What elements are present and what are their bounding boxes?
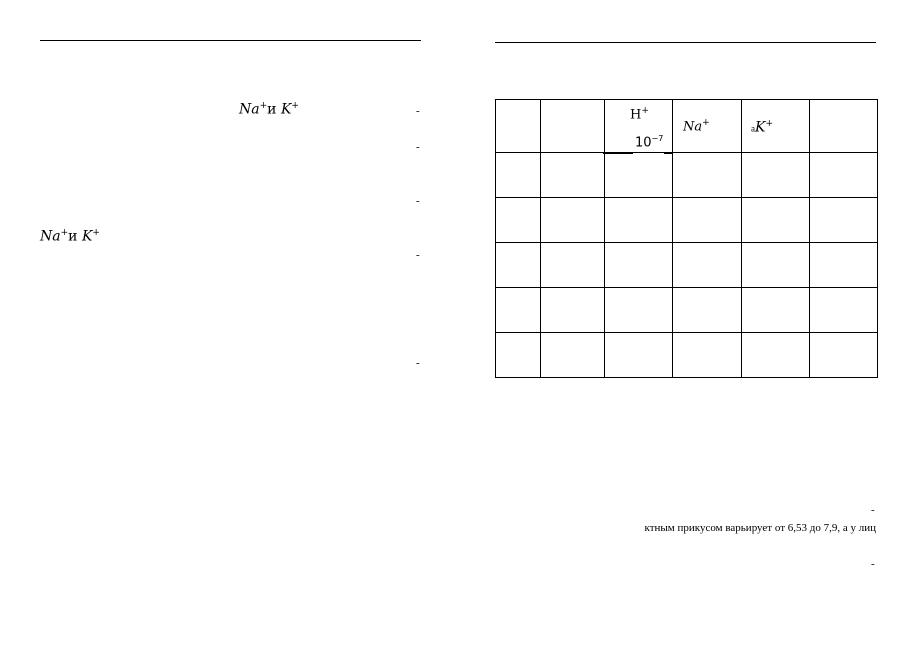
- table-cell: [810, 100, 878, 153]
- ion-data-table: [495, 99, 878, 378]
- formula-na-k-mid: [40, 228, 100, 245]
- table-cell: [605, 333, 673, 378]
- table-cell: [496, 333, 541, 378]
- formula-na-k-top: [239, 101, 299, 118]
- formula-k-sup: +: [92, 228, 100, 238]
- right-header-rule: [495, 42, 876, 43]
- table-cell: [541, 333, 605, 378]
- table-row: [496, 288, 878, 333]
- line-end-dash: -: [416, 141, 420, 153]
- formula-conj: и: [68, 228, 78, 245]
- line-end-dash: -: [416, 357, 420, 369]
- table-cell: [810, 198, 878, 243]
- table-row: [496, 333, 878, 378]
- table-cell: [541, 288, 605, 333]
- header-k-ion: aK+: [751, 119, 774, 136]
- table-row: [496, 243, 878, 288]
- line-end-dash: -: [416, 105, 420, 117]
- table-cell: [810, 243, 878, 288]
- table-cell: [605, 198, 673, 243]
- formula-k-sup: +: [291, 101, 299, 111]
- header-underline-right: [664, 153, 672, 154]
- table-cell: [673, 333, 742, 378]
- table-cell: [742, 153, 810, 198]
- table-cell: [742, 333, 810, 378]
- table-cell: [742, 288, 810, 333]
- header-cell-k: [742, 100, 810, 153]
- table-cell: [541, 198, 605, 243]
- formula-na-sup: +: [60, 228, 69, 238]
- table-cell: [673, 153, 742, 198]
- table-cell: [673, 243, 742, 288]
- formula-conj: и: [267, 101, 277, 118]
- formula-k: K: [280, 101, 292, 118]
- formula-k: K: [81, 228, 93, 245]
- table-cell: [541, 153, 605, 198]
- table-cell: [810, 153, 878, 198]
- table-cell: [673, 288, 742, 333]
- formula-na: Na: [40, 228, 61, 245]
- line-end-dash: -: [871, 558, 875, 570]
- table-row: [496, 153, 878, 198]
- header-h-ion: H+: [630, 106, 649, 123]
- table-cell: [496, 288, 541, 333]
- header-underline-left: [603, 153, 633, 154]
- table-cell: [496, 100, 541, 153]
- table-row: [496, 198, 878, 243]
- table-cell: [541, 100, 605, 153]
- formula-na: Na: [239, 101, 260, 118]
- table-cell: [496, 198, 541, 243]
- formula-na-sup: +: [259, 101, 268, 111]
- left-header-rule: [40, 40, 421, 41]
- table-cell: [496, 243, 541, 288]
- table-header-row: [496, 100, 878, 153]
- table-cell: [742, 243, 810, 288]
- table-cell: [605, 243, 673, 288]
- table-cell: [673, 198, 742, 243]
- table-cell: [810, 288, 878, 333]
- line-end-dash: -: [416, 195, 420, 207]
- header-h-factor: $10^{-7}$: [635, 134, 664, 151]
- table-cell: [742, 198, 810, 243]
- line-end-dash: -: [416, 249, 420, 261]
- table-cell: [605, 153, 673, 198]
- header-cell-na: [673, 100, 742, 153]
- table-cell: [541, 243, 605, 288]
- line-end-dash: -: [871, 504, 875, 516]
- header-cell-h: [605, 100, 673, 153]
- header-na-ion: Na+: [683, 118, 710, 135]
- table-cell: [810, 333, 878, 378]
- table-cell: [605, 288, 673, 333]
- table-cell: [496, 153, 541, 198]
- body-text-line: ктным прикусом варьирует от 6,53 до 7,9, а у лиц: [644, 522, 876, 534]
